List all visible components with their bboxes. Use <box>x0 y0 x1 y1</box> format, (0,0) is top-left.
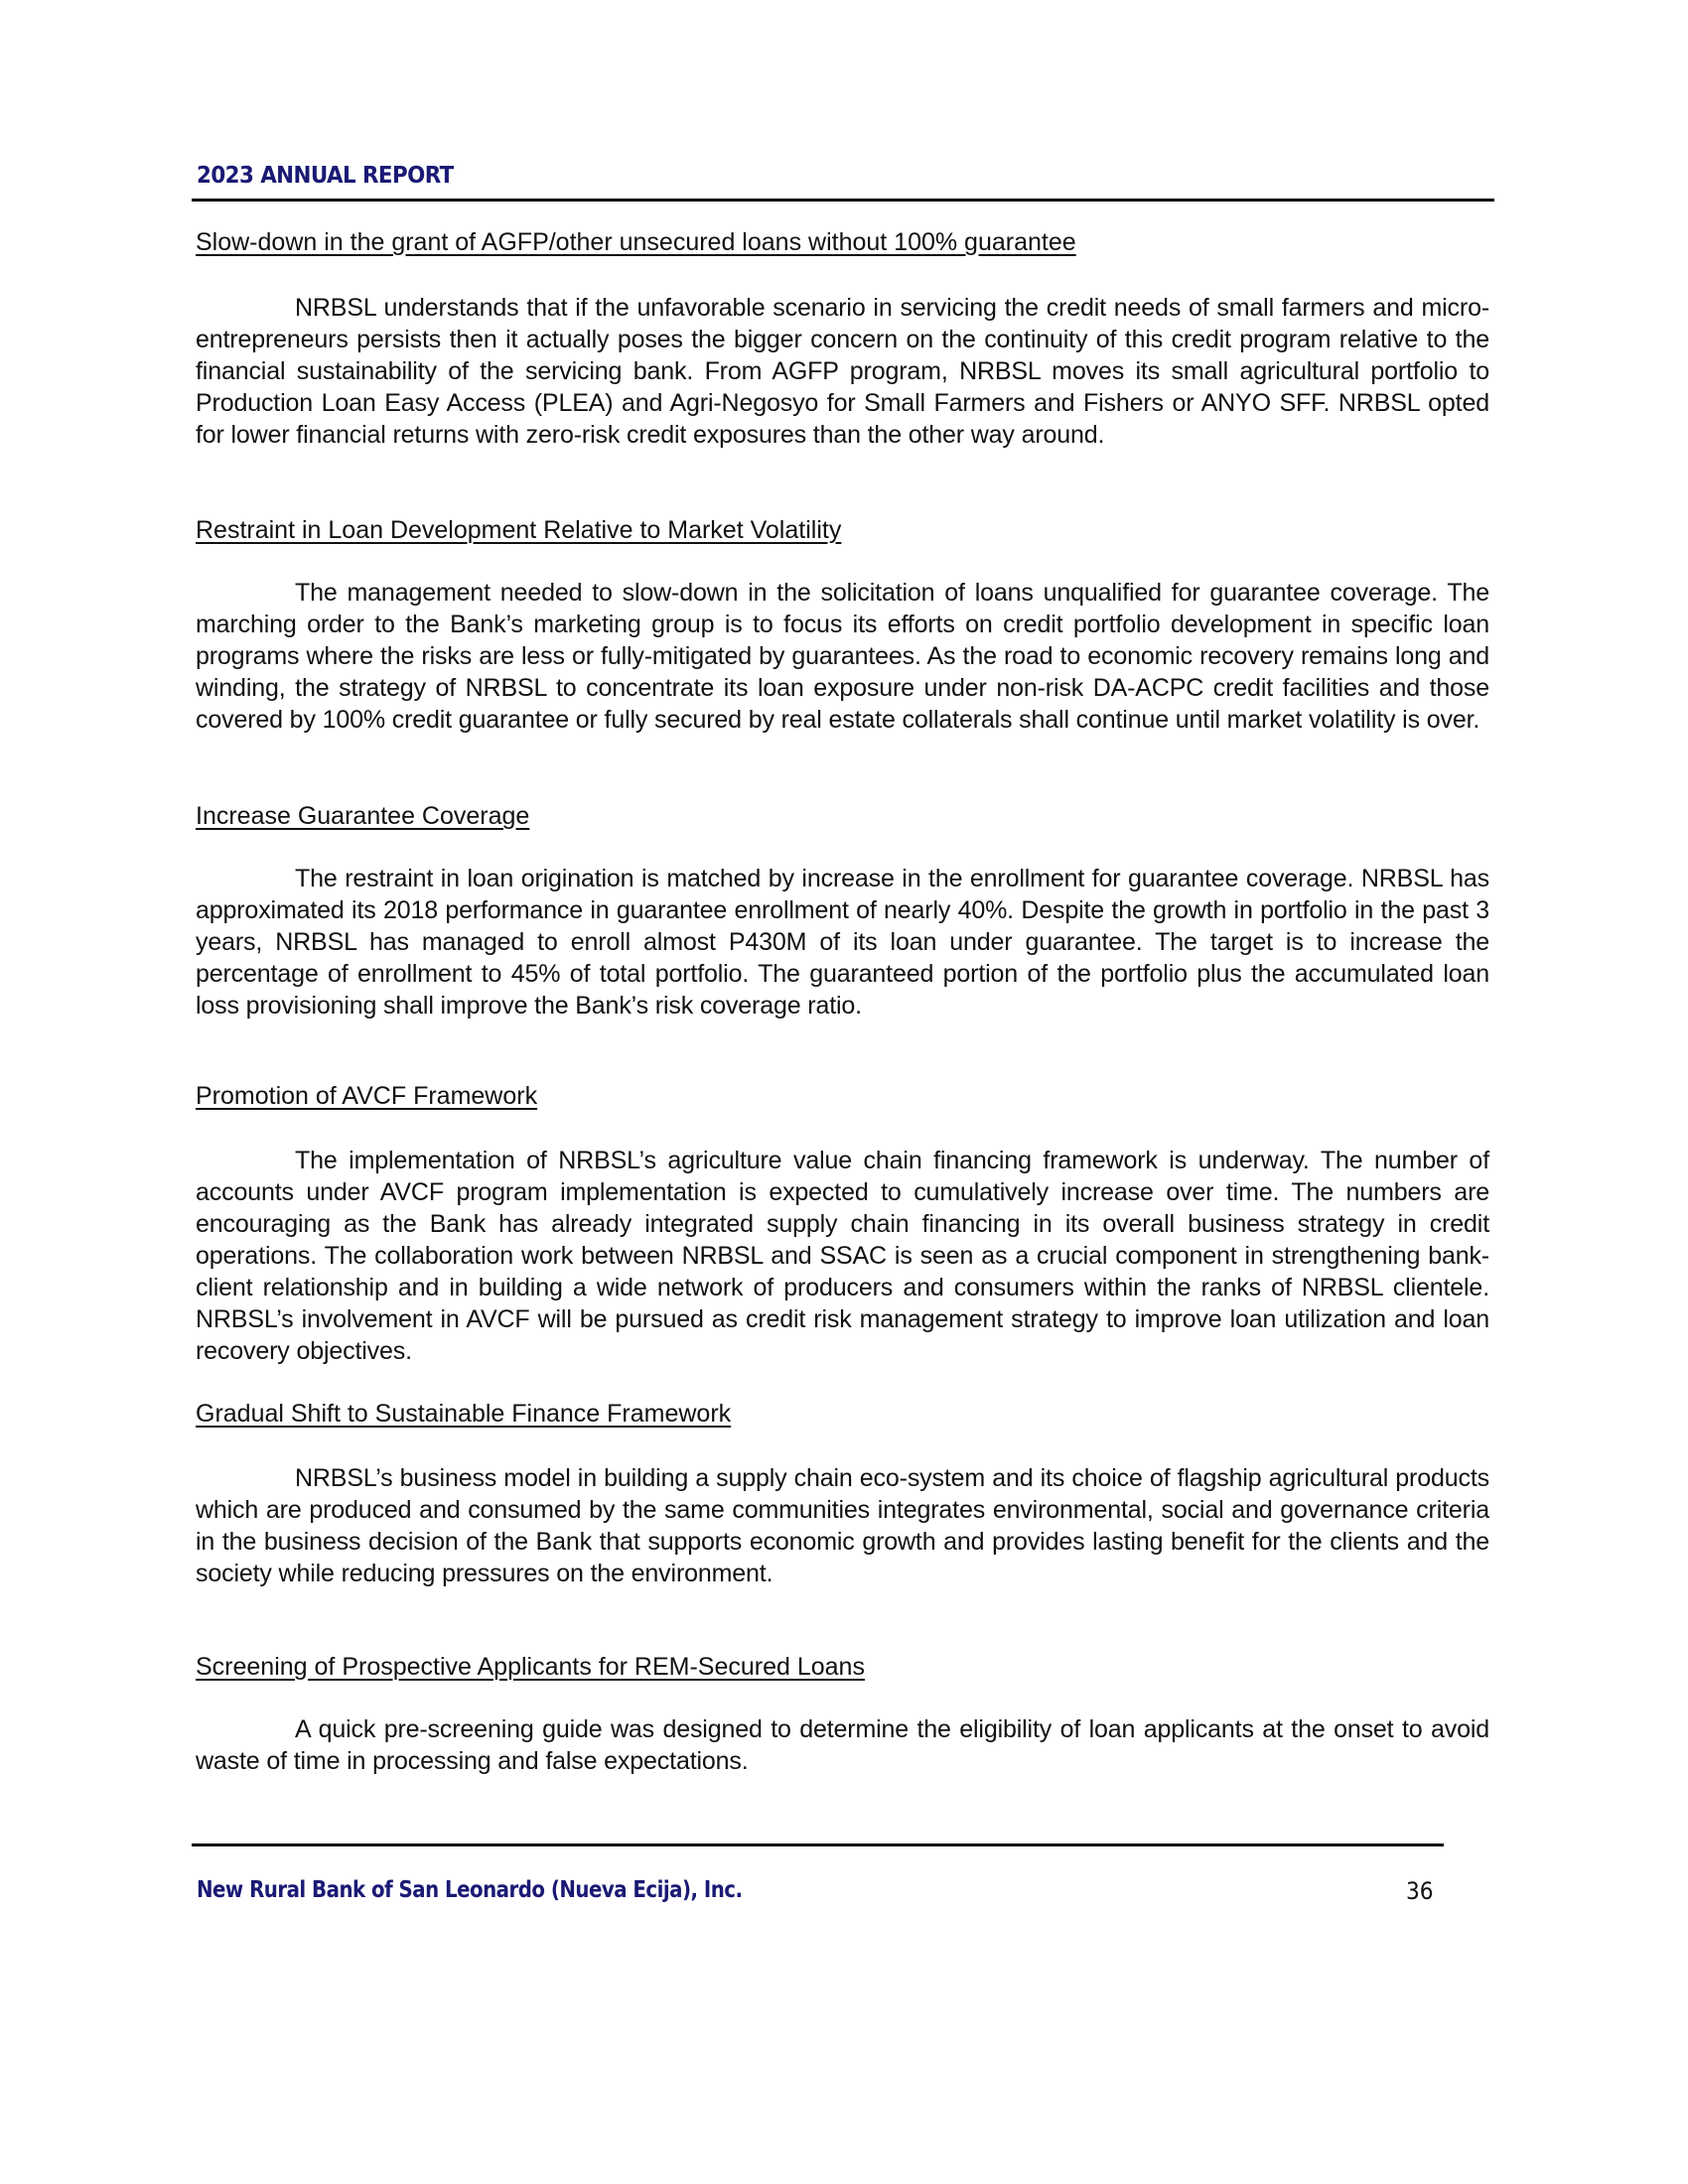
footer-divider <box>192 1843 1444 1846</box>
header-divider <box>192 199 1494 202</box>
section-heading-loan-restraint: Restraint in Loan Development Relative to Market Volatility <box>196 516 842 544</box>
section-heading-agfp-slowdown: Slow-down in the grant of AGFP/other unsecured loans without 100% guarantee <box>196 228 1076 256</box>
section-body-sustainable-finance: NRBSL’s business model in building a supply chain eco-system and its choice of flagship agricultural products which are produced and consumed by the same communities integrates environmental, social and governance criteria in the business decision of the Bank that supports economic growth and provides lasting benefit for the clients and the society while reducing pressures on the environment. <box>196 1464 1489 1587</box>
section-body-loan-restraint: The management needed to slow-down in the solicitation of loans unqualified for guarantee coverage. The marching order to the Bank’s marketing group is to focus its efforts on credit portfolio development in specific loan programs where the risks are less or fully-mitigated by guarantees. As the road to economic recovery remains long and winding, the strategy of NRBSL to concentrate its loan exposure under non-risk DA-ACPC credit facilities and those covered by 100% credit guarantee or fully secured by real estate collaterals shall continue until market volatility is over. <box>196 579 1489 734</box>
section-body-agfp-slowdown: NRBSL understands that if the unfavorable scenario in servicing the credit needs of small farmers and micro-entrepreneurs persists then it actually poses the bigger concern on the continuity of this credit program relative to the financial sustainability of the servicing bank. From AGFP program, NRBSL moves its small agricultural portfolio to Production Loan Easy Access (PLEA) and Agri-Negosyo for Small Farmers and Fishers or ANYO SFF. NRBSL opted for lower financial returns with zero-risk credit exposures than the other way around. <box>196 294 1489 449</box>
section-heading-sustainable-finance: Gradual Shift to Sustainable Finance Framework <box>196 1400 732 1428</box>
footer-bank-name: New Rural Bank of San Leonardo (Nueva Ecija), Inc. <box>197 1877 743 1903</box>
section-heading-guarantee-coverage: Increase Guarantee Coverage <box>196 802 530 830</box>
report-header-title: 2023 ANNUAL REPORT <box>197 163 454 189</box>
section-body-avcf-framework: The implementation of NRBSL’s agriculture value chain financing framework is underway. The number of accounts under AVCF program implementation is expected to cumulatively increase over time. The numbers are encouraging as the Bank has already integrated supply chain financing in its overall business strategy in credit operations. The collaboration work between NRBSL and SSAC is seen as a crucial component in strengthening bank-client relationship and in building a wide network of producers and consumers within the ranks of NRBSL clientele. NRBSL’s involvement in AVCF will be pursued as credit risk management strategy to improve loan utilization and loan recovery objectives. <box>196 1147 1489 1365</box>
section-body-rem-screening: A quick pre-screening guide was designed to determine the eligibility of loan applicants at the onset to avoid waste of time in processing and false expectations. <box>196 1715 1489 1775</box>
section-body-guarantee-coverage: The restraint in loan origination is matched by increase in the enrollment for guarantee coverage. NRBSL has approximated its 2018 performance in guarantee enrollment of nearly 40%. Despite the growth in portfolio in the past 3 years, NRBSL has managed to enroll almost P430M of its loan under guarantee. The target is to increase the percentage of enrollment to 45% of total portfolio. The guaranteed portion of the portfolio plus the accumulated loan loss provisioning shall improve the Bank’s risk coverage ratio. <box>196 865 1489 1020</box>
page-number: 36 <box>1406 1877 1434 1905</box>
section-heading-rem-screening: Screening of Prospective Applicants for REM-Secured Loans <box>196 1653 865 1681</box>
section-heading-avcf-framework: Promotion of AVCF Framework <box>196 1082 538 1110</box>
